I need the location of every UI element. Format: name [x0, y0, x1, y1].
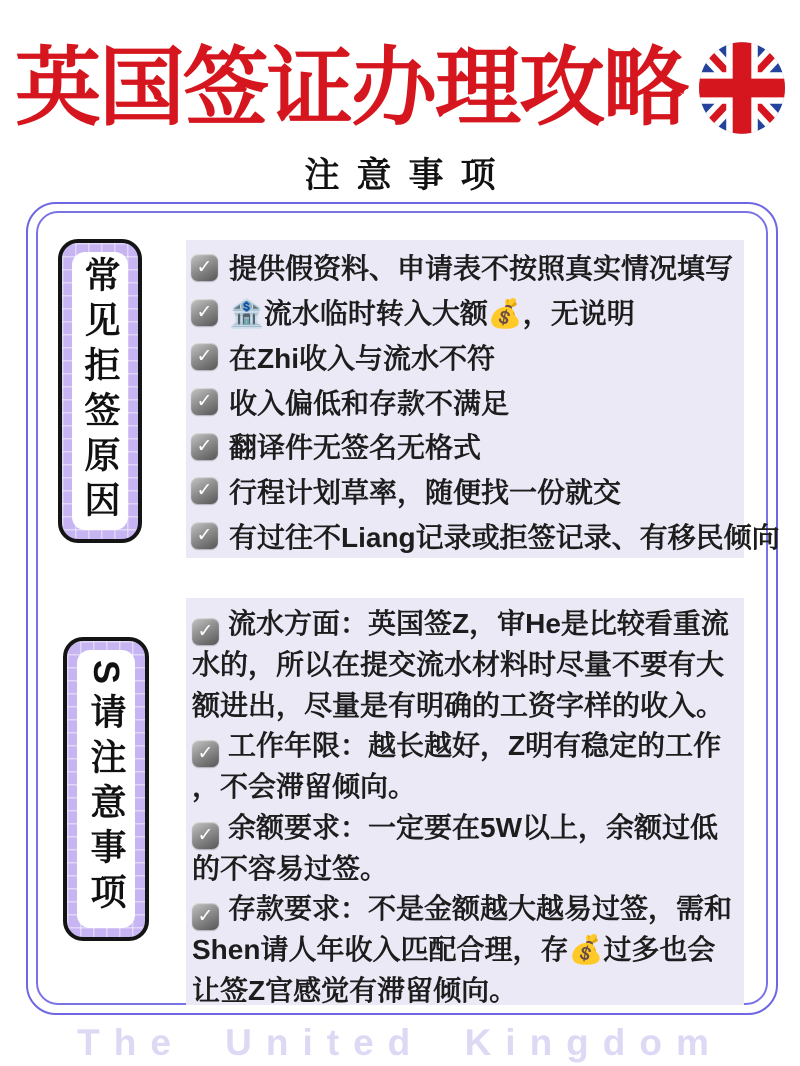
checklist-item	[191, 290, 744, 335]
checklist-item-text: 行程计划草率，随便找一份就交	[229, 476, 622, 508]
checked-checkbox-icon: ✓	[192, 903, 219, 930]
checked-checkbox-icon: ✓	[191, 433, 218, 460]
checklist-item-text: 🏦流水临时转入大额💰，无说明	[229, 298, 635, 330]
rejection-reasons-list	[186, 240, 780, 558]
section-label-text: S请注意事项	[86, 659, 127, 918]
checklist-item	[191, 469, 744, 514]
checklist-item	[192, 726, 738, 808]
checklist-item-text: 余额要求：一定要在5W以上，余额过低的不容易过签。	[192, 811, 719, 884]
checklist-item-text: 工作年限：越长越好，Z明有稳定的工作，不会滞留倾向。	[192, 730, 722, 802]
page-subtitle: 注意事项	[304, 156, 513, 195]
checklist-item	[192, 604, 738, 726]
section-label-text: 常见拒签原因	[80, 256, 121, 526]
checklist-item-text: 收入偏低和存款不满足	[229, 387, 510, 419]
checked-checkbox-icon: ✓	[191, 299, 218, 326]
checklist-item	[191, 379, 744, 424]
checked-checkbox-icon: ✓	[192, 822, 219, 849]
checklist-item-text: 有过往不Liang记录或拒签记录、有移民倾向	[229, 521, 780, 553]
checked-checkbox-icon: ✓	[191, 522, 218, 549]
checklist-item	[191, 513, 780, 558]
checked-checkbox-icon: ✓	[192, 740, 219, 767]
checklist-item	[191, 245, 744, 290]
header	[0, 34, 800, 142]
checklist-item	[191, 424, 744, 469]
checklist-item-text: 翻译件无签名无格式	[229, 432, 482, 464]
checked-checkbox-icon: ✓	[191, 477, 218, 504]
footer-watermark: The United Kingdom	[77, 1022, 723, 1063]
section-label-rejection-reasons	[58, 239, 142, 543]
section-label-inner-card	[77, 650, 135, 928]
application-notes-list	[186, 598, 744, 1005]
checked-checkbox-icon: ✓	[191, 254, 218, 281]
uk-flag-icon	[699, 41, 785, 135]
checked-checkbox-icon: ✓	[192, 618, 219, 645]
checklist-item	[191, 334, 744, 379]
page-title: 英国签证办理攻略	[15, 40, 687, 136]
checked-checkbox-icon: ✓	[191, 343, 218, 370]
checklist-item	[192, 889, 738, 1011]
checklist-item	[192, 808, 738, 890]
section-label-inner-card	[72, 252, 128, 530]
checklist-item-text: 存款要求：不是金额越大越易过签，需和Shen请人年收入匹配合理，存💰过多也会让签Z官感觉有滞留倾向。	[192, 893, 733, 1006]
section-label-application-notes	[63, 637, 149, 941]
checklist-item-text: 提供假资料、申请表不按照真实情况填写	[229, 253, 734, 285]
checklist-item-text: 在Zhi收入与流水不符	[229, 342, 495, 374]
checklist-item-text: 流水方面：英国签Z，审He是比较看重流水的，所以在提交流水材料时尽量不要有大额进出，尽量是有明确的工资字样的收入。	[192, 608, 729, 721]
checked-checkbox-icon: ✓	[191, 388, 218, 415]
